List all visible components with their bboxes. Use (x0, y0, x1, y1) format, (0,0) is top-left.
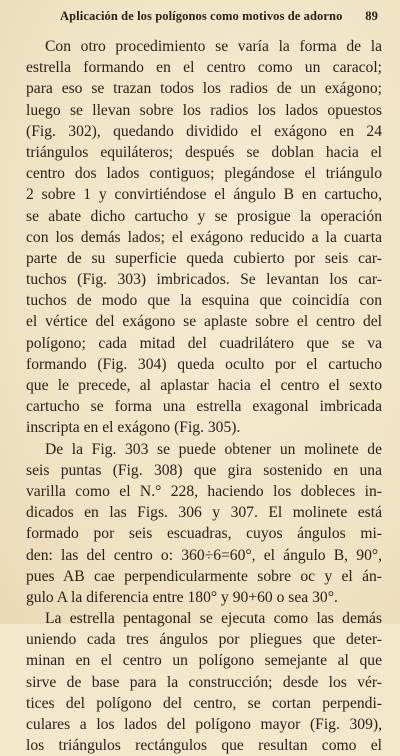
text-line: triángulos equiláteros; después se doblan hacia el (26, 143, 382, 161)
text-line: para eso se trazan todos los radios de un exágono; (26, 80, 382, 98)
text-line: De la Fig. 303 se puede obtener un molinete de (45, 440, 382, 458)
text-line: gulo A la diferencia entre 180° y 90+60 o sea 30°. (26, 588, 338, 606)
text-line: den: las del centro o: 360÷6=60°, el ángulo B, 90°, (26, 546, 382, 564)
body-text (26, 36, 382, 756)
text-line: dicados en las Figs. 306 y 307. El molinete está (26, 504, 382, 522)
text-line: los triángulos rectángulos que resultan como el (26, 737, 382, 755)
running-title: Aplicación de los polígonos como motivos de adorno (60, 9, 343, 23)
text-line: con los demás lados; el exágono reducido a la cuarta (26, 228, 382, 246)
text-line: formado por seis escuadras, cuyos ángulos mi- (26, 525, 382, 543)
text-line: tuchos (Fig. 303) imbricados. Se levantan los car- (26, 271, 382, 289)
page-number: 89 (365, 9, 378, 23)
text-line: centro dos lados contiguos; plegándose el triángulo (26, 165, 382, 183)
text-line: (Fig. 302), quedando dividido el exágono en 24 (26, 122, 382, 140)
text-line: Con otro procedimiento se varía la forma de la (45, 38, 382, 55)
text-line: parte de su superficie queda cubierto por seis car- (26, 249, 382, 267)
text-line: se abate dicho cartucho y se prosigue la operación (26, 207, 382, 225)
text-line: tuchos de modo que la esquina que coincidía con (26, 292, 382, 310)
text-line: estrella formando en el centro como un caracol; (26, 59, 382, 77)
text-line: cartucho se forma una estrella exagonal imbricada (26, 398, 382, 416)
text-line: uniendo cada tres ángulos por pliegues que deter- (26, 631, 382, 649)
text-line: el vértice del exágono se aplaste sobre el centro del (26, 313, 382, 331)
text-line: formando (Fig. 304) queda oculto por el cartucho (26, 355, 382, 373)
text-line: seis puntas (Fig. 308) que gira sostenido en una (26, 461, 382, 479)
text-line: luego se llevan sobre los radios los lados opuestos (26, 101, 382, 119)
text-line: 2 sobre 1 y convirtiéndose el ángulo B en cartucho, (26, 186, 382, 204)
text-line: polígono; cada mitad del cuadrilátero que se va (26, 334, 382, 352)
running-header (60, 9, 378, 24)
text-line: inscripta en el exágono (Fig. 305). (26, 419, 241, 437)
text-line: La estrella pentagonal se ejecuta como las demás (45, 610, 382, 628)
text-line: varilla como el N.° 228, haciendo los dobleces in- (26, 482, 382, 500)
text-line: sirve de base para la construcción; desde los vér- (26, 673, 382, 691)
text-line: tices del polígono del centro, se cortan perpendi- (26, 694, 382, 712)
text-line: que le precede, al aplastar hacia el centro el sexto (26, 377, 382, 394)
text-line: culares a los lados del polígono mayor (Fig. 309), (26, 716, 382, 733)
text-line: minan en el centro un polígono semejante al que (26, 652, 382, 670)
text-line: pues AB cae perpendicularmente sobre oc y el án- (26, 567, 382, 585)
